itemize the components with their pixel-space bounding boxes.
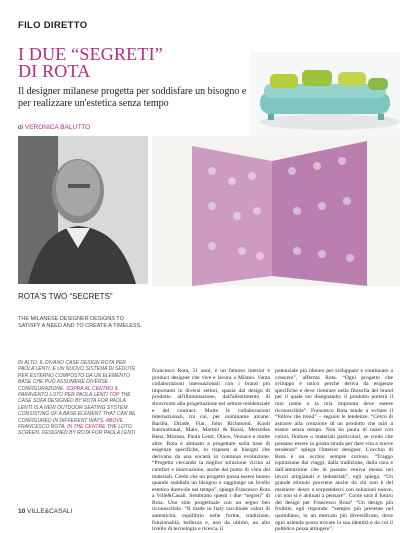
sofa-illustration [250, 52, 400, 142]
title-line-2: DI ROTA [18, 61, 91, 81]
portrait-photo [18, 136, 148, 284]
byline-prefix: di [18, 124, 24, 131]
note-p4-highlight: IN THE CENTRE [67, 424, 106, 431]
caption-title: ROTA'S TWO “SECRETS” [18, 292, 113, 301]
magazine-name: VILLE&CASALI [27, 508, 73, 515]
byline-author: VERONICA BALUTTO [24, 124, 91, 131]
article-title [18, 46, 163, 80]
note-p1-highlight: SOPRA AL CENTRO [66, 385, 114, 392]
section-label: FILO DIRETTO [18, 20, 88, 31]
screen-photo [152, 136, 400, 286]
note-p1b: IL PARAVENTO LOTO PER PAOLA LENTI [18, 385, 119, 399]
body-column-2: potenziale più idoneo per sviluppare e continuare a crescere”, afferma Rota. “Ogni progetto che sviluppo è unico perché deriva da esigenze specifiche e deve rientrare nella filosofia del brand per il quale sto disegnando; il prodotto porterà il mio nome e la mia impronta deve essere riconoscibile”. Francesco Rota tende a evitare il “follow the trend” – seguire le tendenze. “Cerco di astrarre alla creazione di un prodotto che miri a essere senza tempo. Non ho paura di osare con colori, finiture o materiali particolari, se credo che possano essere la giusta strada per dare vita a nuove tendenze” spiega l'interior designer. L'occhio di Rota è un occhio sempre curioso. “Traggo ispirazione dai viaggi, dalla tradizione, dalla cura e dall'attenzione che in passato veniva messa nei lavori artigianali e industriali”, egli spiega. “Un grande stimolo proviene anche da chi non è del mestiere: desce a sorprenderci con soluzioni nuove, cui non si è abituati a pensare”. Come sarà il futuro del design per Francesco Rota? “Un design più fruibile, egli risponde: “sempre più presente nel quotidiano, in un mercato più diversificato, dove ogni azienda possa trovare la sua identità e da cui il pubblico possa attingere”. [275, 368, 393, 533]
sofa-photo [250, 52, 400, 142]
article-subtitle: Il designer milanese progetta per soddisfare un bisogno e per realizzare un'estetica senza tempo [18, 86, 247, 109]
byline [18, 124, 90, 131]
body-column-1: Francesco Rota, 51 anni, è un famoso interior e product designer che vive e lavora a Milano. Vanta collaborazioni internazionali con i brand più importanti in diversi settori, spazia dal design di prodotto all'illuminazione, dall'allestimento di showroom alla progettazione nel settore residenziale e del contract. Molte le collaborazioni internazionali, tra cui, per nominarne alcune: Barilla, Driade, Fiat, John Richmond, Knoll International, Malo, Martini & Rossi, Mercedes Benz, Moroso, Paola Lenti, Oluce, Versace e molte altre. Rota è abituato a progettare sulla base di esigenze specifiche, in risposta ai bisogni che derivano da una società in continua evoluzione. “Progetto cercando la miglior soluzione vicino al comfort e innovazione, anche dal punto di vista dei materiali. Credo che un progetto possa essere buono quando soddisfa un bisogno e raggiunge un livello estetico durevole nel tempo”, spiega Francesco Rota a Ville&Casali. Sembrano questi i due “segreti” di Rota. Uno stile progettuale con un segno ben riconoscibile. “Il made in Italy racchiude valori di autenticità, equilibrio nelle forme, tradizione, funzionalità, bellezza e, non da ultimo, un alto livello di tecnologia e ricerca, il [152, 368, 270, 533]
photo-credits [18, 360, 138, 437]
note-p3-highlight: ABOVE [105, 417, 123, 424]
loto-screen-illustration [152, 136, 400, 286]
note-p1: IN ALTO, IL DIVANO CASE DESIGN ROTA PER PAOLA LENTI. E UN NUOVO SISTEMA DI SEDUTE PER ESTERNO COMPOSTO DA UN ELEMENTO BASE CHE PUÒ ASSUMERE DIVERSE CONFIGURAZIONE. [18, 360, 136, 392]
note-p2-highlight: TOP [109, 392, 120, 399]
note-p3: FRANCESCO ROTA. [18, 424, 66, 431]
page-footer [18, 508, 72, 515]
page-number: 10 [18, 508, 26, 515]
note-p4: THE LOTO SCREEN, DESIGNED BY ROTA FOR PAOLA LENTI [18, 424, 136, 437]
portrait-illustration [18, 136, 148, 284]
title-line-1: I DUE “SEGRETI” [18, 44, 163, 64]
note-p2: THE CASE SOFA DESIGNED BY ROTA FOR PAOLA LENTI IS A NEW OUTDOOR SEATING SYSTEM CONSISTING OF A BASE ELEMENT THAT CAN BE CONFIGURED IN DIFFERENT WAYS. [18, 392, 136, 424]
caption-text: THE MILANESE DESIGNER DESIGNS TO SATISFY A NEED AND TO CREATE A TIMELESS. [18, 316, 142, 329]
